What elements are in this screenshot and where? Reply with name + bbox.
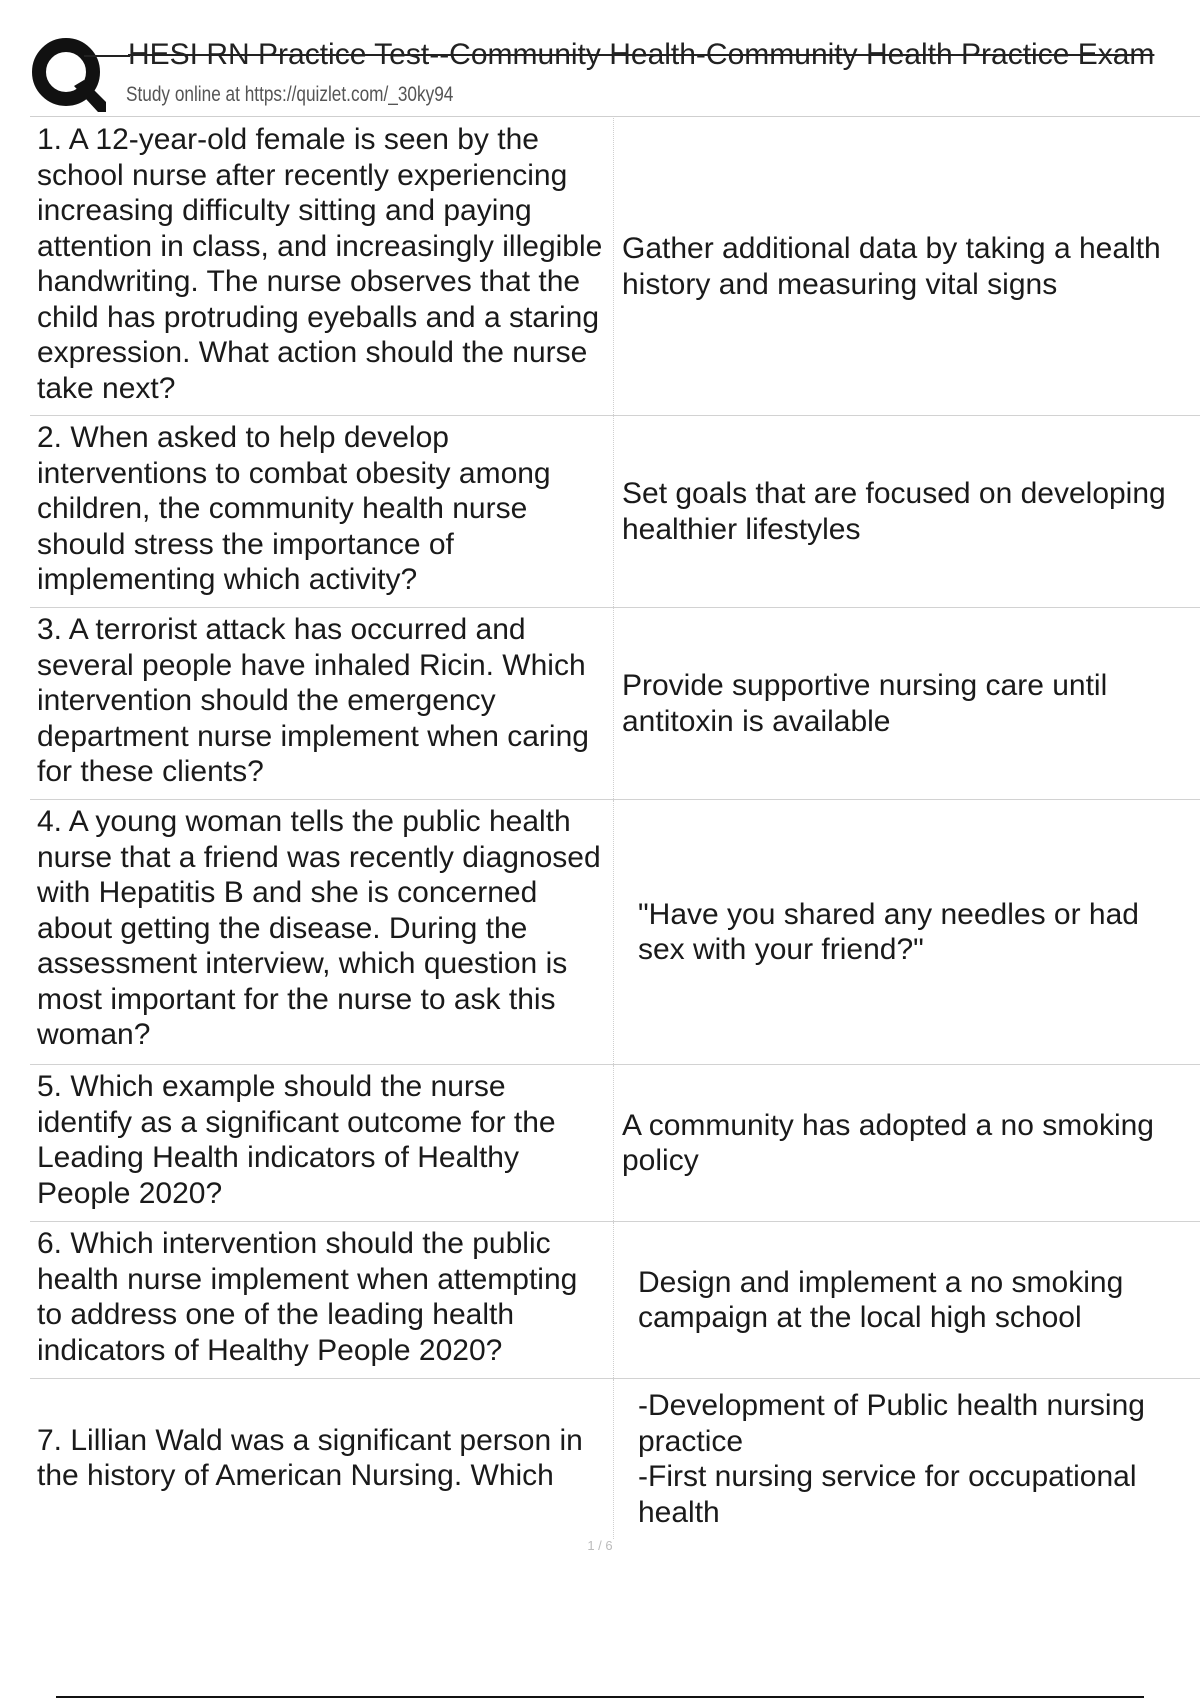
answer-cell: Design and implement a no smoking campaign at the local high school <box>638 1265 1124 1334</box>
answer-cell: Set goals that are focused on developing healthier lifestyles <box>622 477 1166 546</box>
table-row <box>30 416 1200 608</box>
question-cell: 6. Which intervention should the public health nurse implement when attempting to address one of the leading health indicators of Healthy People 2020? <box>30 1222 614 1378</box>
answer-cell: A community has adopted a no smoking policy <box>622 1108 1154 1177</box>
table-row <box>30 1222 1200 1379</box>
answer-cell: Provide supportive nursing care until antitoxin is available <box>622 669 1108 738</box>
header-divider <box>30 116 1200 117</box>
table-row <box>30 118 1200 416</box>
answer-cell: -Development of Public health nursing practice -First nursing service for occupational health <box>638 1389 1145 1529</box>
page-number: 1 / 6 <box>587 1538 613 1553</box>
question-cell: 1. A 12-year-old female is seen by the school nurse after recently experiencing increasing difficulty sitting and paying attention in class, and increasingly illegible handwriting. The nurse observes that the child has protruding eyeballs and a staring expression. What action should the nurse take next? <box>30 118 614 415</box>
title-strike-line <box>84 55 130 57</box>
table-row <box>30 1379 1200 1539</box>
question-cell: 4. A young woman tells the public health nurse that a friend was recently diagnosed with Hepatitis B and she is concerned about getting the disease. During the assessment interview, which question is most important for the nurse to ask this woman? <box>30 800 614 1064</box>
footer-divider <box>56 1696 1144 1698</box>
answer-cell: "Have you shared any needles or had sex with your friend?" <box>638 897 1139 966</box>
table-row <box>30 800 1200 1065</box>
answer-cell: Gather additional data by taking a health history and measuring vital signs <box>622 232 1161 301</box>
table-row <box>30 608 1200 800</box>
question-cell: 5. Which example should the nurse identify as a significant outcome for the Leading Health indicators of Healthy People 2020? <box>30 1065 614 1221</box>
question-cell: 7. Lillian Wald was a significant person in the history of American Nursing. Which <box>30 1379 614 1539</box>
page-header <box>0 0 1200 118</box>
question-cell: 3. A terrorist attack has occurred and several people have inhaled Ricin. Which intervention should the emergency department nurse implement when caring for these clients? <box>30 608 614 799</box>
quizlet-q-logo-icon <box>30 36 108 114</box>
study-online-link[interactable]: Study online at https://quizlet.com/_30ky94 <box>126 83 454 106</box>
flashcard-table <box>30 118 1200 1539</box>
table-row <box>30 1065 1200 1222</box>
document-title: HESI RN Practice Test--Community Health-Community Health Practice Exam <box>128 38 1155 71</box>
question-cell: 2. When asked to help develop interventions to combat obesity among children, the community health nurse should stress the importance of implementing which activity? <box>30 416 614 607</box>
